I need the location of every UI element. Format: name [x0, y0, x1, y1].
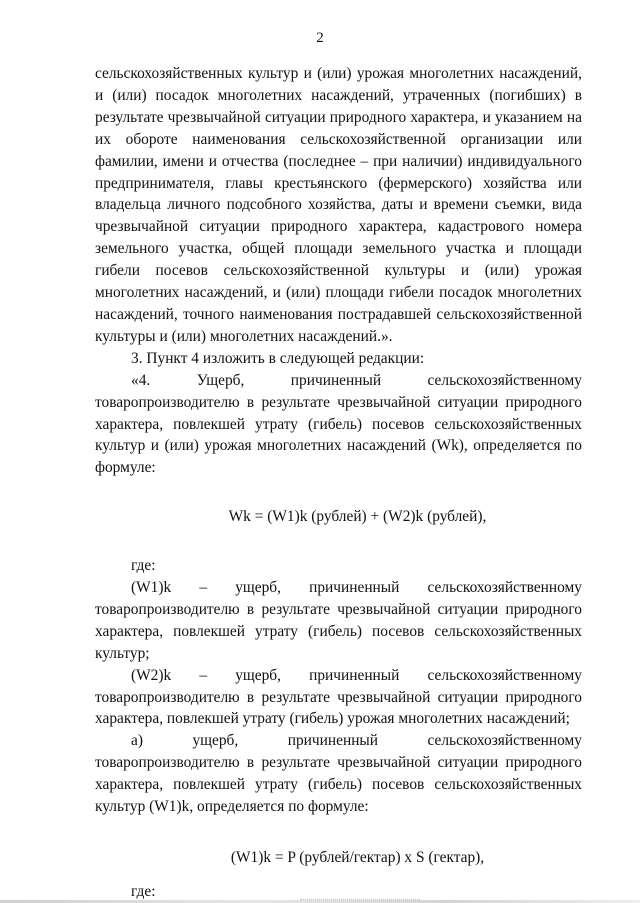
paragraph-continuation: сельскохозяйственных культур и (или) урожая многолетних насаждений, и (или) посадок многолетних насаждений, утраченных (погибших) в результате чрезвычайной ситуации природного характера, и указанием на их обороте наименования сельскохозяйственной организации или фамилии, имени и отчества (последнее – при наличии) индивидуального предпринимателя, главы крестьянского (фермерского) хозяйства или владельца личного подсобного хозяйства, даты и времени съемки, вида чрезвычайной ситуации природного характера, кадастрового номера земельного участка, общей площади земельного участка и площади гибели посевов сельскохозяйственной культуры и (или) урожая многолетних насаждений, и (или) площади гибели посадок многолетних насаждений, точного наименования пострадавшей сельскохозяйственной культуры и (или) многолетних насаждений.». [95, 65, 582, 345]
where-label-2: где: [131, 882, 156, 900]
definition-w2k: (W2)k – ущерб, причиненный сельскохозяйственному товаропроизводителю в результате чрезвычайной ситуации природного характера, повлекшей утрату (гибель) урожая многолетних насаждений; [95, 666, 582, 728]
paragraph-item-3: 3. Пункт 4 изложить в следующей редакции: [131, 349, 425, 367]
paragraph-subitem-a: а) ущерб, причиненный сельскохозяйственному товаропроизводителю в результате чрезвычайной ситуации природного характера, повлекшей утрату (гибель) посевов сельскохозяйственных культур (W1)k, определяется по формуле: [95, 732, 582, 816]
scan-specks [300, 899, 420, 901]
definition-w1k: (W1)k – ущерб, причиненный сельскохозяйственному товаропроизводителю в результате чрезвычайной ситуации природного характера, повлекшей утрату (гибель) посевов сельскохозяйственных культур; [95, 579, 582, 662]
document-body [95, 63, 582, 903]
formula-wk: Wk = (W1)k (рублей) + (W2)k (рублей), [228, 508, 487, 526]
paragraph-item-4: «4. Ущерб, причиненный сельскохозяйственному товаропроизводителю в результате чрезвычайной ситуации природного характера, повлекшей утрату (гибель) посевов сельскохозяйственных культур и (или) урожая многолетних насаждений (Wk), определяется по формуле: [95, 371, 582, 477]
formula-w1k: (W1)k = P (рублей/гектар) x S (гектар), [230, 849, 485, 866]
where-label: где: [131, 557, 156, 575]
page-number: 2 [316, 30, 324, 46]
